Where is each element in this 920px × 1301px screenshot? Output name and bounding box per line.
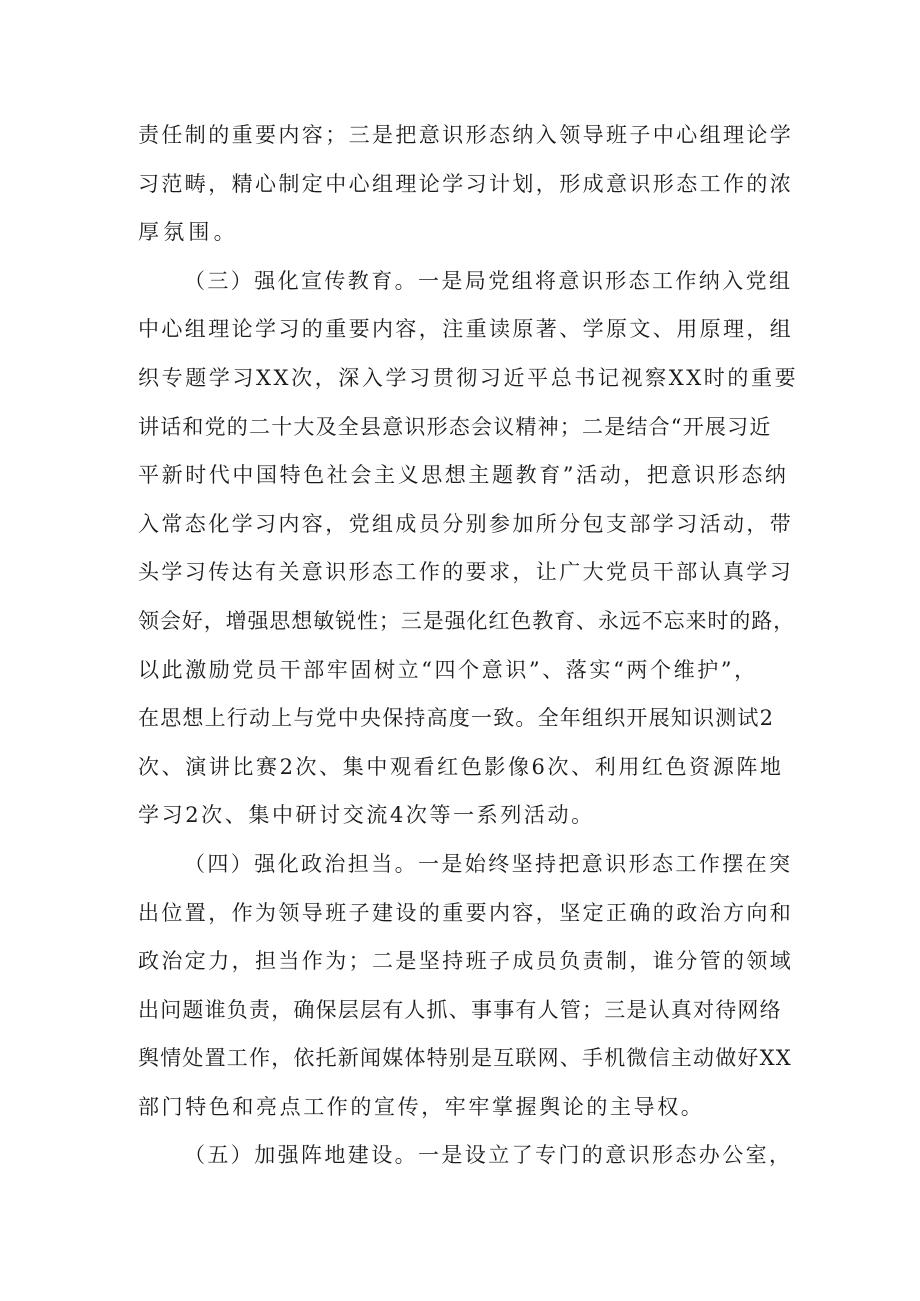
text-line: 讲话和党的二十大及全县意识形态会议精神；二是结合“开展习近 [138, 414, 772, 439]
text-line: 中心组理论学习的重要内容，注重读原著、学原文、用原理，组 [138, 317, 794, 342]
text-line: 部门特色和亮点工作的宣传，牢牢掌握舆论的主导权。 [138, 1094, 705, 1119]
text-line: 学习2次、集中研讨交流4次等一系列活动。 [138, 803, 595, 828]
section-heading-line: （五）加强阵地建设。一是设立了专门的意识形态办公室， [184, 1143, 793, 1168]
text-line: 出位置，作为领导班子建设的重要内容，坚定正确的政治方向和 [138, 900, 794, 925]
text-line: 入常态化学习内容，党组成员分别参加所分包支部学习活动，带 [138, 511, 794, 536]
text-line: 习范畴，精心制定中心组理论学习计划，形成意识形态工作的浓 [138, 171, 794, 196]
text-line: 政治定力，担当作为；二是坚持班子成员负责制，谁分管的领域 [138, 949, 794, 974]
text-line: 舆情处置工作，依托新闻媒体特别是互联网、手机微信主动做好XX [138, 1046, 792, 1071]
text-line: 责任制的重要内容；三是把意识形态纳入领导班子中心组理论学 [138, 123, 794, 147]
text-line: 领会好，增强思想敏锐性；三是强化红色教育、永远不忘来时的路， [138, 608, 795, 633]
text-line: 出问题谁负责，确保层层有人抓、事事有人管；三是认真对待网络 [138, 997, 782, 1022]
text-line: 次、演讲比赛2次、集中观看红色影像6次、利用红色资源阵地 [138, 754, 784, 779]
document-body [138, 111, 798, 1180]
text-line: 在思想上行动上与党中央保持高度一致。全年组织开展知识测试2 [138, 706, 775, 731]
text-line: 厚氛围。 [138, 220, 239, 245]
text-line: 头学习传达有关意识形态工作的要求，让广大党员干部认真学习 [138, 560, 794, 585]
text-line: 平新时代中国特色社会主义思想主题教育”活动，把意识形态纳 [138, 463, 789, 488]
section-heading-line: （四）强化政治担当。一是始终坚持把意识形态工作摆在突 [184, 851, 793, 876]
text-line: 以此激励党员干部牢固树立“四个意识”、落实“两个维护”， [138, 657, 758, 682]
text-line: 织专题学习XX次，深入学习贯彻习近平总书记视察XX时的重要 [138, 365, 799, 390]
section-heading-line: （三）强化宣传教育。一是局党组将意识形态工作纳入党组 [184, 268, 793, 293]
